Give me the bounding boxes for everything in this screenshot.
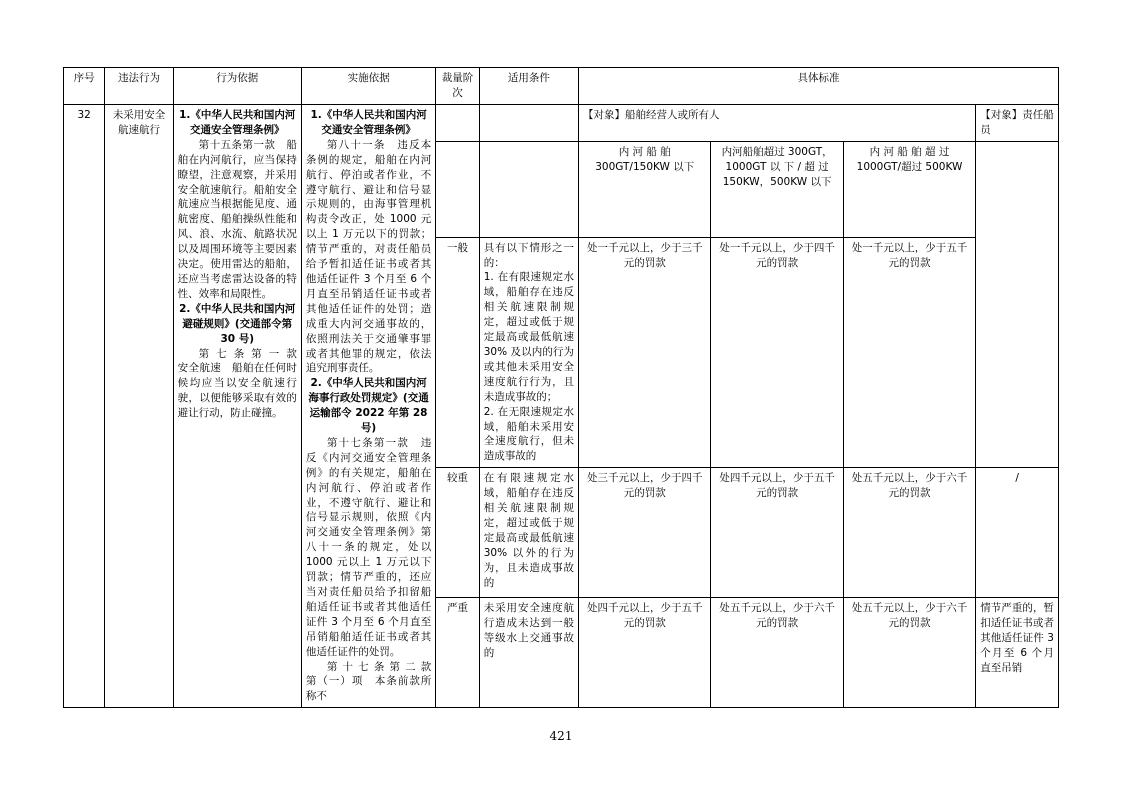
cell-implementation bbox=[301, 105, 435, 708]
impl-title-2: 2.《中华人民共和国内河海事行政处罚规定》(交通运输部令 2022 年第 28 号) bbox=[308, 377, 429, 435]
impl-para-3: 第 十 七 条 第 二 款 第（一）项 本条前款所称不 bbox=[305, 660, 432, 703]
basis-title-2: 2.《中华人民共和国内河避碰规则》(交通部令第 30 号) bbox=[179, 302, 296, 345]
impl-para-1: 第八十一条 违反本条例的规定，船舶在内河航行、停泊或者作业，不遵守航行、避让和信号显示规则的，由海事管理机构责令改正，处 1000 元以上 1 万元以下的罚款；情节严重的，对责任船员给予暂扣适任证书或者其他适任证件 3 个月至 6 个月直至吊销适任证书或者其他适任证件的处罚；造成重大内河交通事故的，依照刑法关于交通肇事罪或者其他罪的规定，依法追究刑事责任。 bbox=[305, 138, 432, 375]
condition-line: 在有限速规定水域，船舶存在违反相关航速限制规定，超过或低于规定最高或最低航速 30% 以外的行为为，且未造成事故的 bbox=[483, 472, 575, 589]
cell-standard-general-1: 处一千元以上，少于三千元的罚款 bbox=[579, 237, 711, 468]
cell-tier-moderate: 较重 bbox=[436, 468, 479, 598]
cell-condition-general bbox=[479, 237, 578, 468]
cell-violation: 未采用安全航速航行 bbox=[105, 105, 173, 708]
cell-standard-moderate-2: 处四千元以上，少于五千元的罚款 bbox=[711, 468, 843, 598]
impl-title-1: 1.《中华人民共和国内河交通安全管理条例》 bbox=[310, 109, 427, 136]
cell-vessel-class-3: 内 河 船 舶 超 过 1000GT/超过 500KW bbox=[843, 141, 975, 237]
cell-serial: 32 bbox=[64, 105, 105, 708]
basis-para-2: 第 七 条 第 一 款 安全航速 船舶在任何时候均应当以安全航速行驶，以便能够采取有效的避让行动，防止碰撞。 bbox=[177, 347, 308, 420]
cell-tier-general: 一般 bbox=[436, 237, 479, 468]
cell-condition-blank-object bbox=[479, 105, 578, 142]
cell-vessel-class-1: 内 河 船 舶 300GT/150KW 以下 bbox=[579, 141, 711, 237]
object-row bbox=[64, 105, 1059, 142]
cell-basis bbox=[173, 105, 308, 708]
cell-standard-moderate-3: 处五千元以上，少于六千元的罚款 bbox=[843, 468, 975, 598]
cell-standard-general-2: 处一千元以上，少于四千元的罚款 bbox=[711, 237, 843, 468]
cell-condition-blank-class bbox=[479, 141, 578, 237]
condition-line: 1. 在有限速规定水域，船舶存在违反相关航速限制规定，超过或低于规定最高或最低航速 30% 及以内的行为或其他未采用安全速度航行行为，且未造成事故的； bbox=[483, 271, 575, 403]
cell-crew-blank bbox=[976, 141, 1059, 467]
cell-standard-severe-crew: 情节严重的，暂扣适任证书或者其他适任证件 3 个月至 6 个月直至吊销 bbox=[976, 598, 1059, 708]
table-header-row bbox=[64, 68, 1059, 105]
cell-standard-severe-3: 处五千元以上，少于六千元的罚款 bbox=[843, 598, 975, 708]
header-violation: 违法行为 bbox=[105, 68, 173, 105]
impl-para-2: 第十七条第一款 违反《内河交通安全管理条例》的有关规定，船舶在内河航行、停泊或者作业，不遵守航行、避让和信号显示规则，依照《内河交通安全管理条例》第八十一条的规定，处以 1000 元以上 1 万元以下罚款；情节严重的，还应当对责任船员给予扣留船舶适任证书或者其他适任证件 3 个月至 6 个月直至吊销船舶适任证书或者其他适任证件的处罚。 bbox=[305, 436, 432, 658]
cell-standard-moderate-crew: / bbox=[976, 468, 1059, 598]
cell-object-crew: 【对象】责任船员 bbox=[976, 105, 1059, 142]
condition-line: 具有以下情形之一的： bbox=[483, 241, 575, 269]
header-condition: 适用条件 bbox=[479, 68, 578, 105]
basis-para-1: 第十五条第一款 船舶在内河航行，应当保持瞭望，注意观察，并采用安全航速航行。船舶安全航速应当根据能见度、通航密度、船舶操纵性能和风、浪、水流、航路状况以及周围环境等主要因素决定。使用雷达的船舶，还应当考虑雷达设备的特性、效率和局限性。 bbox=[177, 138, 297, 300]
cell-condition-moderate bbox=[479, 468, 578, 598]
cell-tier-severe: 严重 bbox=[436, 598, 479, 708]
condition-line: 未采用安全速度航行造成未达到一般等级水上交通事故的 bbox=[483, 602, 575, 659]
page-number: 421 bbox=[549, 729, 573, 743]
cell-object-operator: 【对象】船舶经营人或所有人 bbox=[579, 105, 976, 142]
basis-title-1: 1.《中华人民共和国内河交通安全管理条例》 bbox=[179, 109, 296, 136]
header-serial: 序号 bbox=[64, 68, 105, 105]
cell-standard-general-3: 处一千元以上，少于五千元的罚款 bbox=[843, 237, 975, 468]
cell-standard-severe-1: 处四千元以上，少于五千元的罚款 bbox=[579, 598, 711, 708]
header-standard: 具体标准 bbox=[579, 68, 1059, 105]
header-basis: 行为依据 bbox=[173, 68, 301, 105]
header-implementation: 实施依据 bbox=[301, 68, 435, 105]
cell-standard-moderate-1: 处三千元以上，少于四千元的罚款 bbox=[579, 468, 711, 598]
header-tier: 裁量阶次 bbox=[436, 68, 479, 105]
cell-tier-blank-class bbox=[436, 141, 479, 237]
penalty-discretion-table bbox=[63, 67, 1059, 708]
condition-line: 2. 在无限速规定水域，船舶未采用安全速度航行，但未造成事故的 bbox=[483, 405, 575, 463]
cell-standard-severe-2: 处五千元以上，少于六千元的罚款 bbox=[711, 598, 843, 708]
cell-tier-blank-object bbox=[436, 105, 479, 142]
cell-vessel-class-2: 内河船舶超过 300GT，1000GT 以 下 / 超 过 150KW，500KW 以下 bbox=[711, 141, 843, 237]
cell-condition-severe bbox=[479, 598, 578, 708]
